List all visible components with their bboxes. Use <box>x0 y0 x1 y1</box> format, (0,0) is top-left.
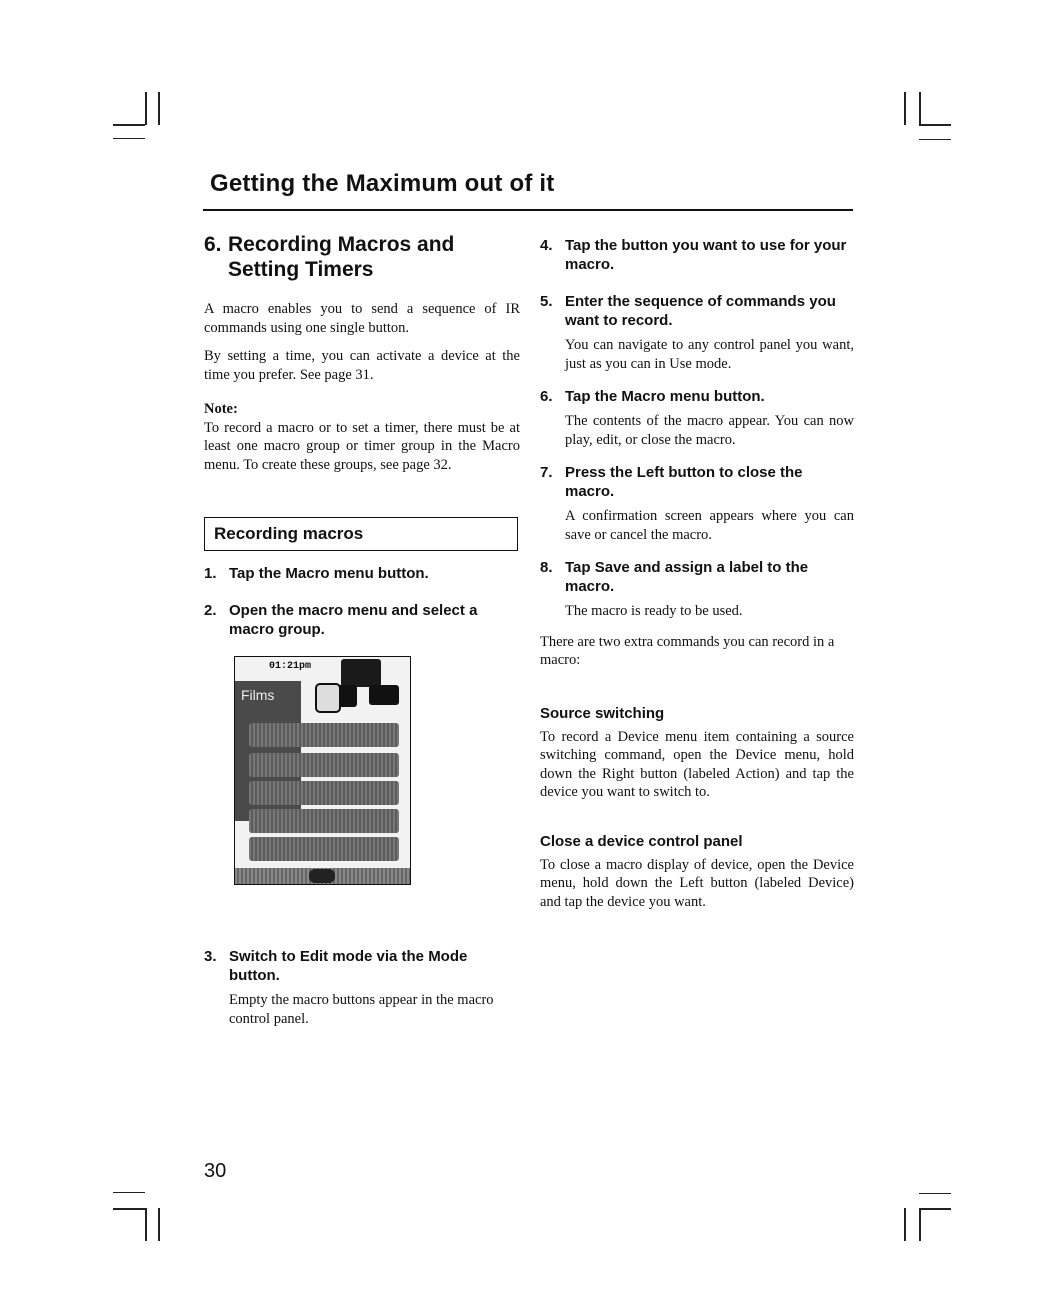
crop-mark <box>904 1208 906 1241</box>
section-title-line-2: Setting Timers <box>228 258 374 281</box>
macro-button-slot <box>249 781 399 805</box>
note-text: To record a macro or to set a timer, there must be at least one macro group or timer group in the Macro menu. To create these groups, see page 32. <box>204 419 520 473</box>
step-number: 1. <box>204 565 217 582</box>
macro-button-slot <box>249 723 399 747</box>
step-item <box>540 387 854 449</box>
left-column <box>204 232 520 484</box>
step-number: 2. <box>204 602 217 619</box>
intro-paragraph: By setting a time, you can activate a device at the time you prefer. See page 31. <box>204 348 520 383</box>
remote-icon <box>315 683 341 713</box>
crop-mark <box>919 92 921 125</box>
crop-mark <box>145 92 147 125</box>
group-label: Films <box>241 687 275 703</box>
step-title: Press the Left button to close the macro. <box>565 464 803 500</box>
step-body: The macro is ready to be used. <box>565 603 743 619</box>
step-item <box>540 463 854 544</box>
note-label: Note: <box>204 401 238 417</box>
crop-mark <box>919 1208 921 1241</box>
step-item <box>204 947 520 1028</box>
crop-mark <box>113 1208 145 1210</box>
step-body: You can navigate to any control panel you want, just as you can in Use mode. <box>565 337 854 372</box>
crop-mark <box>113 1192 145 1193</box>
step-title: Open the macro menu and select a macro group. <box>229 602 478 638</box>
step-body: Empty the macro buttons appear in the macro control panel. <box>229 992 494 1027</box>
macro-button-slot <box>249 837 399 861</box>
step-number: 8. <box>540 559 553 576</box>
section-title-line-1: Recording Macros and <box>228 233 455 256</box>
crop-mark <box>113 138 145 139</box>
crop-mark <box>919 1208 951 1210</box>
step-title: Switch to Edit mode via the Mode button. <box>229 948 468 984</box>
chapter-title: Getting the Maximum out of it <box>210 170 555 197</box>
subsection-box <box>204 517 518 551</box>
crop-mark <box>919 124 951 126</box>
subsection-body: To close a macro display of device, open the Device menu, hold down the Left button (labeled Device) and tap the device you want. <box>540 856 854 910</box>
crop-mark <box>158 92 160 125</box>
right-column <box>540 236 854 921</box>
device-screenshot <box>234 656 411 885</box>
step-title: Tap the button you want to use for your macro. <box>565 237 847 273</box>
macro-button-slot <box>249 753 399 777</box>
step-body: The contents of the macro appear. You can now play, edit, or close the macro. <box>565 413 854 448</box>
step-3 <box>204 947 520 1038</box>
header-rule <box>203 209 853 211</box>
crop-mark <box>919 139 951 140</box>
scroll-button-icon <box>309 869 335 883</box>
step-item <box>204 601 520 639</box>
step-number: 4. <box>540 237 553 254</box>
crop-mark <box>158 1208 160 1241</box>
step-number: 6. <box>540 388 553 405</box>
crop-mark <box>919 1193 951 1194</box>
step-title: Tap the Macro menu button. <box>565 388 765 405</box>
step-number: 7. <box>540 464 553 481</box>
crop-mark <box>113 124 145 126</box>
subheading: Source switching <box>540 704 665 722</box>
extra-intro: There are two extra commands you can record in a macro: <box>540 633 835 668</box>
step-item <box>540 558 854 621</box>
step-item <box>540 236 854 274</box>
step-number: 5. <box>540 293 553 310</box>
subheading: Close a device control panel <box>540 832 743 850</box>
step-title: Tap the Macro menu button. <box>229 565 429 582</box>
step-title: Tap Save and assign a label to the macro. <box>565 559 809 595</box>
mode-button-icon <box>341 659 381 687</box>
step-number: 3. <box>204 948 217 965</box>
step-item <box>204 564 520 583</box>
intro-paragraph: A macro enables you to send a sequence of IR commands using one single button. <box>204 301 520 336</box>
macro-button-slot <box>249 809 399 833</box>
step-item <box>540 292 854 373</box>
section-title <box>204 232 520 282</box>
clock-text: 01:21pm <box>269 661 312 672</box>
macro-button-icon <box>369 685 399 705</box>
step-body: A confirmation screen appears where you can save or cancel the macro. <box>565 508 854 543</box>
crop-mark <box>904 92 906 125</box>
steps-1-2 <box>204 564 520 647</box>
section-number: 6. <box>204 233 222 256</box>
subsection-title: Recording macros <box>214 524 364 543</box>
step-title: Enter the sequence of commands you want to record. <box>565 293 836 329</box>
crop-mark <box>145 1208 147 1241</box>
page-number: 30 <box>204 1160 227 1182</box>
subsection-body: To record a Device menu item containing a source switching command, open the Device menu, hold down the Right button (labeled Action) and tap the device you want to switch to. <box>540 728 854 800</box>
